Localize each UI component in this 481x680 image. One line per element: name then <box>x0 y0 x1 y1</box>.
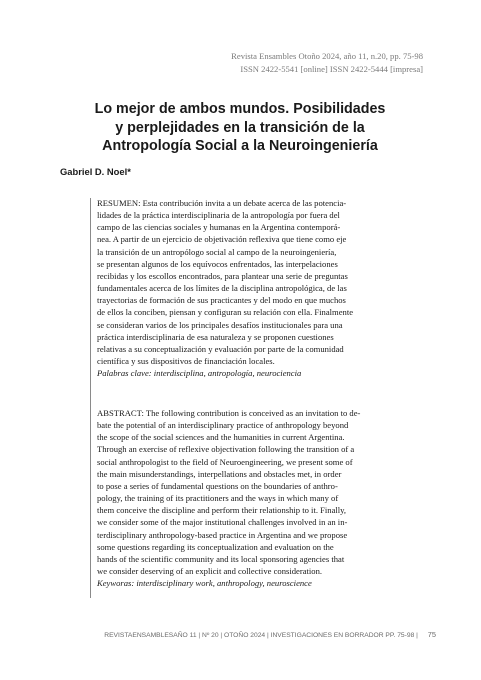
abstract-line: terdisciplinary anthropology-based practice in Argentina and we propose <box>97 529 348 540</box>
resumen-line: RESUMEN: Esta contribución invita a un debate acerca de las potencia- <box>97 198 347 208</box>
resumen-line: relativas a su conceptualización y evaluación por parte de la comunidad <box>97 343 344 354</box>
abstract-line: we consider deserving of an explicit and collective consideration. <box>97 566 323 577</box>
resumen-line: se presentan algunos de los equívocos enfrentados, las interpelaciones <box>97 258 338 269</box>
abstract-line: Through an exercise of reflexive objectivation following the transition of a <box>97 444 355 455</box>
resumen-line: práctica interdisciplinaria de esa naturaleza y se proponen cuestiones <box>97 331 334 342</box>
resumen-line: lidades de la práctica interdisciplinaria de la antropología por fuera del <box>97 210 340 221</box>
resumen-line: campo de las ciencias sociales y humanas en la Argentina contemporá- <box>97 222 341 233</box>
abstract-vertical-rule <box>90 198 91 598</box>
abstract-line: the main misunderstandings, interpellations and obstacles met, in order <box>97 468 342 479</box>
abstract-line: social anthropologist to the field of Neuroengineering, we present some of <box>97 456 353 467</box>
abstract-line: to pose a series of fundamental questions on the boundaries of anthro- <box>97 480 338 491</box>
title-line: y perplejidades en la transición de la <box>115 119 365 136</box>
abstract-line: bate the potential of an interdisciplinary practice of anthropology beyond <box>97 420 349 431</box>
abstract-line: the scope of the social sciences and the humanities in current Argentina. <box>97 432 345 443</box>
journal-issn: ISSN 2422-5541 [online] ISSN 2422-5444 [impresa] <box>240 64 423 74</box>
journal-info <box>231 50 423 76</box>
abstract-block <box>97 407 427 589</box>
article-title <box>60 100 420 156</box>
resumen-line: recibidas y los escollos encontrados, para plantear una serie de preguntas <box>97 270 348 281</box>
abstract-line: them conceive the discipline and perform their relationship to it. Finally, <box>97 505 347 516</box>
page-number: 75 <box>427 630 436 639</box>
page-footer <box>104 630 436 639</box>
resumen-line: de ellos la conciben, piensan y configuran su relación con ella. Finalmente <box>97 307 354 318</box>
journal-citation: Revista Ensambles Otoño 2024, año 11, n.20, pp. 75-98 <box>231 51 423 61</box>
resumen-line: nea. A partir de un ejercicio de objetivación reflexiva que tiene como eje <box>97 234 347 245</box>
running-head: REVISTAENSAMBLESAÑO 11 | Nº 20 | OTOÑO 2024 | INVESTIGACIONES EN BORRADOR PP. 75-98 | <box>104 632 418 639</box>
abstract-line: pology, the training of its practitioners and the ways in which many of <box>97 493 339 504</box>
resumen-line: se consideran varios de los principales desafíos institucionales para una <box>97 319 343 330</box>
abstract-line: we consider some of the major institutional challenges involved in an in- <box>97 517 348 528</box>
title-line: Lo mejor de ambos mundos. Posibilidades <box>94 101 386 117</box>
resumen-line: la transición de un antropólogo social al campo de la neuroingeniería, <box>97 246 337 257</box>
resumen-line: científica y sus dispositivos de financiación locales. <box>97 356 275 367</box>
title-line: Antropología Social a la Neuroingeniería <box>102 138 378 154</box>
abstract-keywords: Keyworas: interdisciplinary work, anthropology, neuroscience <box>97 578 312 589</box>
resumen-line: fundamentales acerca de los límites de la disciplina antropológica, de las <box>97 283 347 294</box>
abstract-line: ABSTRACT: The following contribution is conceived as an invitation to de- <box>97 408 361 418</box>
abstract-line: some questions regarding its conceptualization and evaluation on the <box>97 541 334 552</box>
resumen-keywords: Palabras clave: interdisciplina, antropología, neurociencia <box>97 368 302 379</box>
abstract-line: hands of the scientific community and its local sponsoring agencies that <box>97 553 345 564</box>
resumen-block <box>97 197 427 379</box>
author-name: Gabriel D. Noel* <box>60 166 131 177</box>
resumen-line: trayectorias de formación de sus practicantes y del modo en que muchos <box>97 295 346 306</box>
